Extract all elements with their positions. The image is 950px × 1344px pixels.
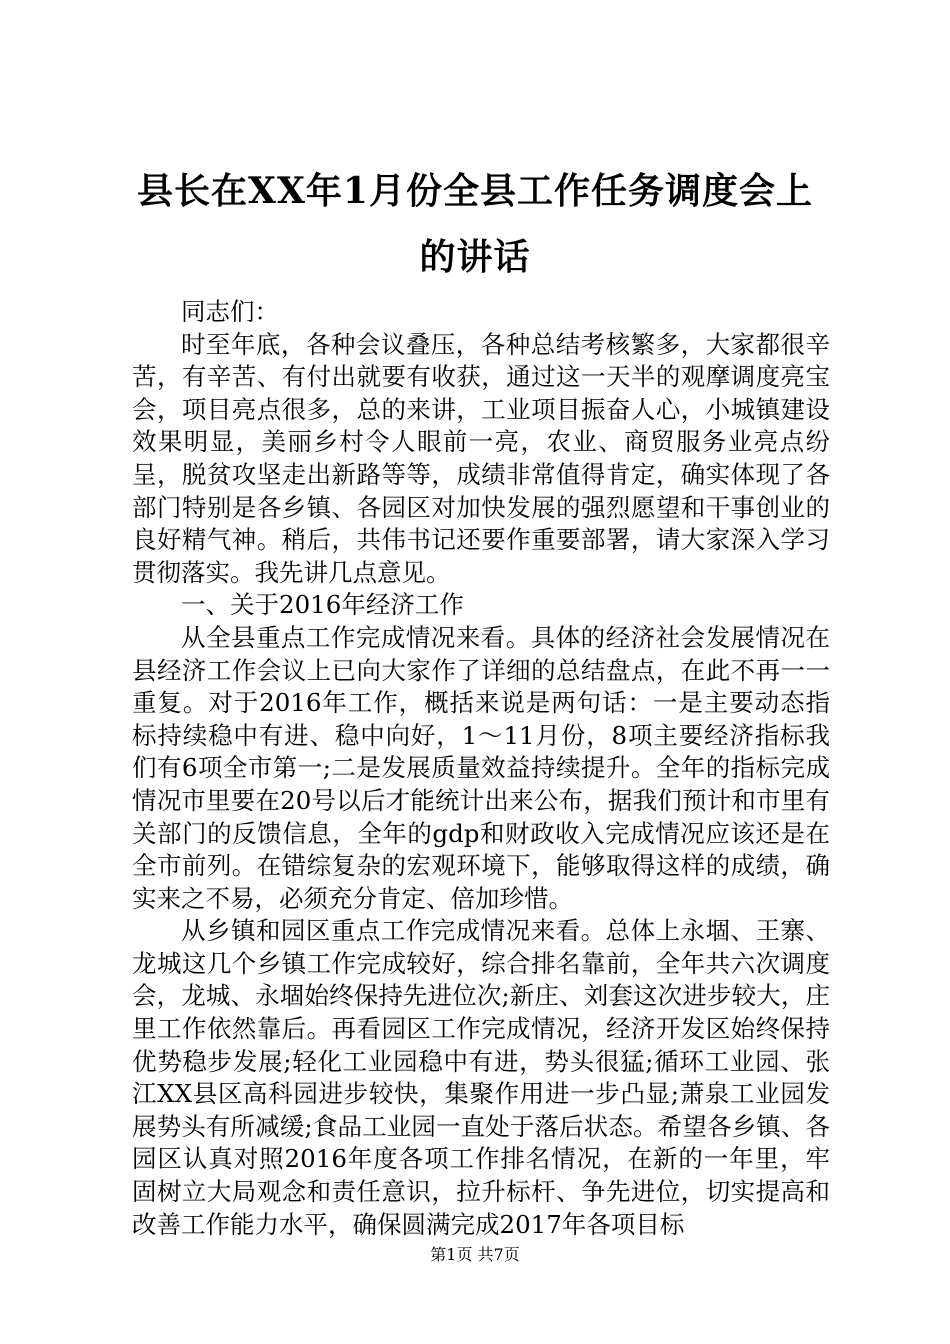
body-paragraph: 从全县重点工作完成情况来看。具体的经济社会发展情况在县经济工作会议上已向大家作了详细的总结盘点，在此不再一一重复。对于2016年工作，概括来说是两句话：一是主要动态指标持续稳中有进、稳中向好，1～11月份，8项主要经济指标我们有6项全市第一;二是发展质量效益持续提升。全年的指标完成情况市里要在20号以后才能统计出来公布，据我们预计和市里有关部门的反馈信息，全年的gdp和财政收入完成情况应该还是在全市前列。在错综复杂的宏观环境下，能够取得这样的成绩，确实来之不易，必须充分肯定、倍加珍惜。: [132, 622, 830, 913]
document-title: 县长在XX年1月份全县工作任务调度会上的讲话: [137, 170, 813, 278]
section-heading: 一、关于2016年经济工作: [181, 590, 464, 620]
body-paragraph: 时至年底，各种会议叠压，各种总结考核繁多，大家都很辛苦，有辛苦、有付出就要有收获，通过这一天半的观摩调度亮宝会，项目亮点很多，总的来讲，工业项目振奋人心，小城镇建设效果明显，美丽乡村令人眼前一亮，农业、商贸服务业亮点纷呈，脱贫攻坚走出新路等等，成绩非常值得肯定，确实体现了各部门特别是各乡镇、各园区对加快发展的强烈愿望和干事创业的良好精气神。稍后，共伟书记还要作重要部署，请大家深入学习贯彻落实。我先讲几点意见。: [132, 329, 830, 587]
document-body: [132, 296, 830, 1241]
body-paragraph: 从乡镇和园区重点工作完成情况来看。总体上永堌、王寨、龙城这几个乡镇工作完成较好，综合排名靠前，全年共六次调度会，龙城、永堌始终保持先进位次;新庄、刘套这次进步较大，庄里工作依然靠后。再看园区工作完成情况，经济开发区始终保持优势稳步发展;轻化工业园稳中有进，势头很猛;循环工业园、张江XX县区高科园进步较快，集聚作用进一步凸显;萧泉工业园发展势头有所减缓;食品工业园一直处于落后状态。希望各乡镇、各园区认真对照2016年度各项工作排名情况，在新的一年里，牢固树立大局观念和责任意识，拉升标杆、争先进位，切实提高和改善工作能力水平，确保圆满完成2017年各项目标: [132, 916, 830, 1239]
salutation-paragraph: 同志们：: [181, 297, 279, 326]
page-number-footer: 第1页 共7页: [430, 1245, 520, 1264]
